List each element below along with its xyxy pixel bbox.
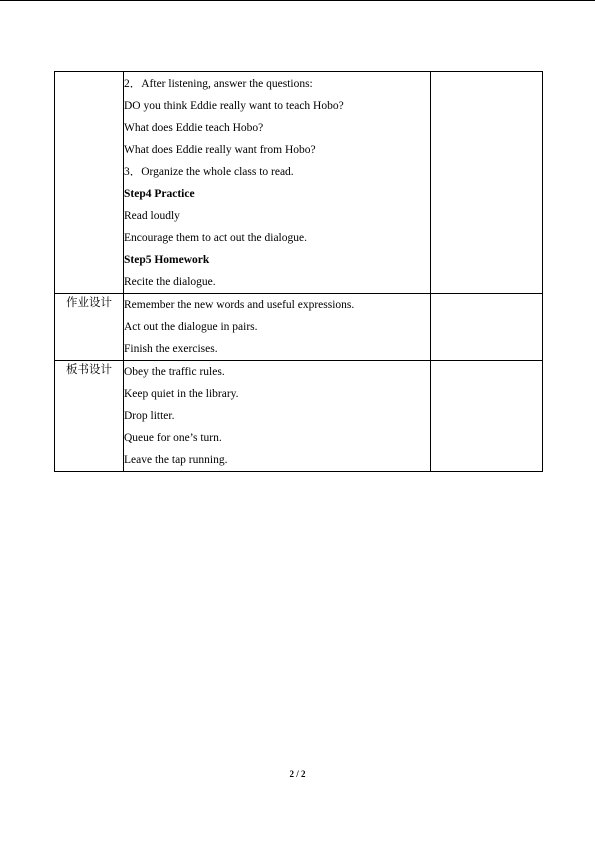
- row-content: [124, 294, 431, 361]
- content-line: 2．After listening, answer the questions:: [124, 78, 313, 90]
- content-line: Read loudly: [124, 210, 180, 222]
- content-line: Keep quiet in the library.: [124, 388, 239, 400]
- content-line: Remember the new words and useful expressions.: [124, 299, 355, 311]
- row-label-board-design: 板书设计: [55, 361, 124, 472]
- table-row: [55, 294, 543, 361]
- content-line: Finish the exercises.: [124, 343, 218, 355]
- lesson-plan-table: [54, 71, 543, 472]
- notes-cell: [431, 294, 543, 361]
- content-line: What does Eddie really want from Hobo?: [124, 144, 316, 156]
- row-label: [55, 72, 124, 294]
- notes-cell: [431, 72, 543, 294]
- content-line: 3．Organize the whole class to read.: [124, 166, 294, 178]
- page-number: 2 / 2: [289, 769, 306, 779]
- content-line: Leave the tap running.: [124, 454, 228, 466]
- row-label-homework-design: 作业设计: [55, 294, 124, 361]
- row-content: [124, 72, 431, 294]
- content-line: Encourage them to act out the dialogue.: [124, 232, 307, 244]
- content-line: What does Eddie teach Hobo?: [124, 122, 264, 134]
- content-line: Act out the dialogue in pairs.: [124, 321, 258, 333]
- table-row: [55, 361, 543, 472]
- row-content: [124, 361, 431, 472]
- notes-cell: [431, 361, 543, 472]
- step-heading: Step5 Homework: [124, 254, 210, 266]
- content-line: Recite the dialogue.: [124, 276, 216, 288]
- content-line: Drop litter.: [124, 410, 175, 422]
- step-heading: Step4 Practice: [124, 188, 195, 200]
- header-rule: [0, 0, 595, 1]
- content-line: DO you think Eddie really want to teach Hobo?: [124, 100, 344, 112]
- table-row: [55, 72, 543, 294]
- content-line: Obey the traffic rules.: [124, 366, 225, 378]
- content-line: Queue for one’s turn.: [124, 432, 222, 444]
